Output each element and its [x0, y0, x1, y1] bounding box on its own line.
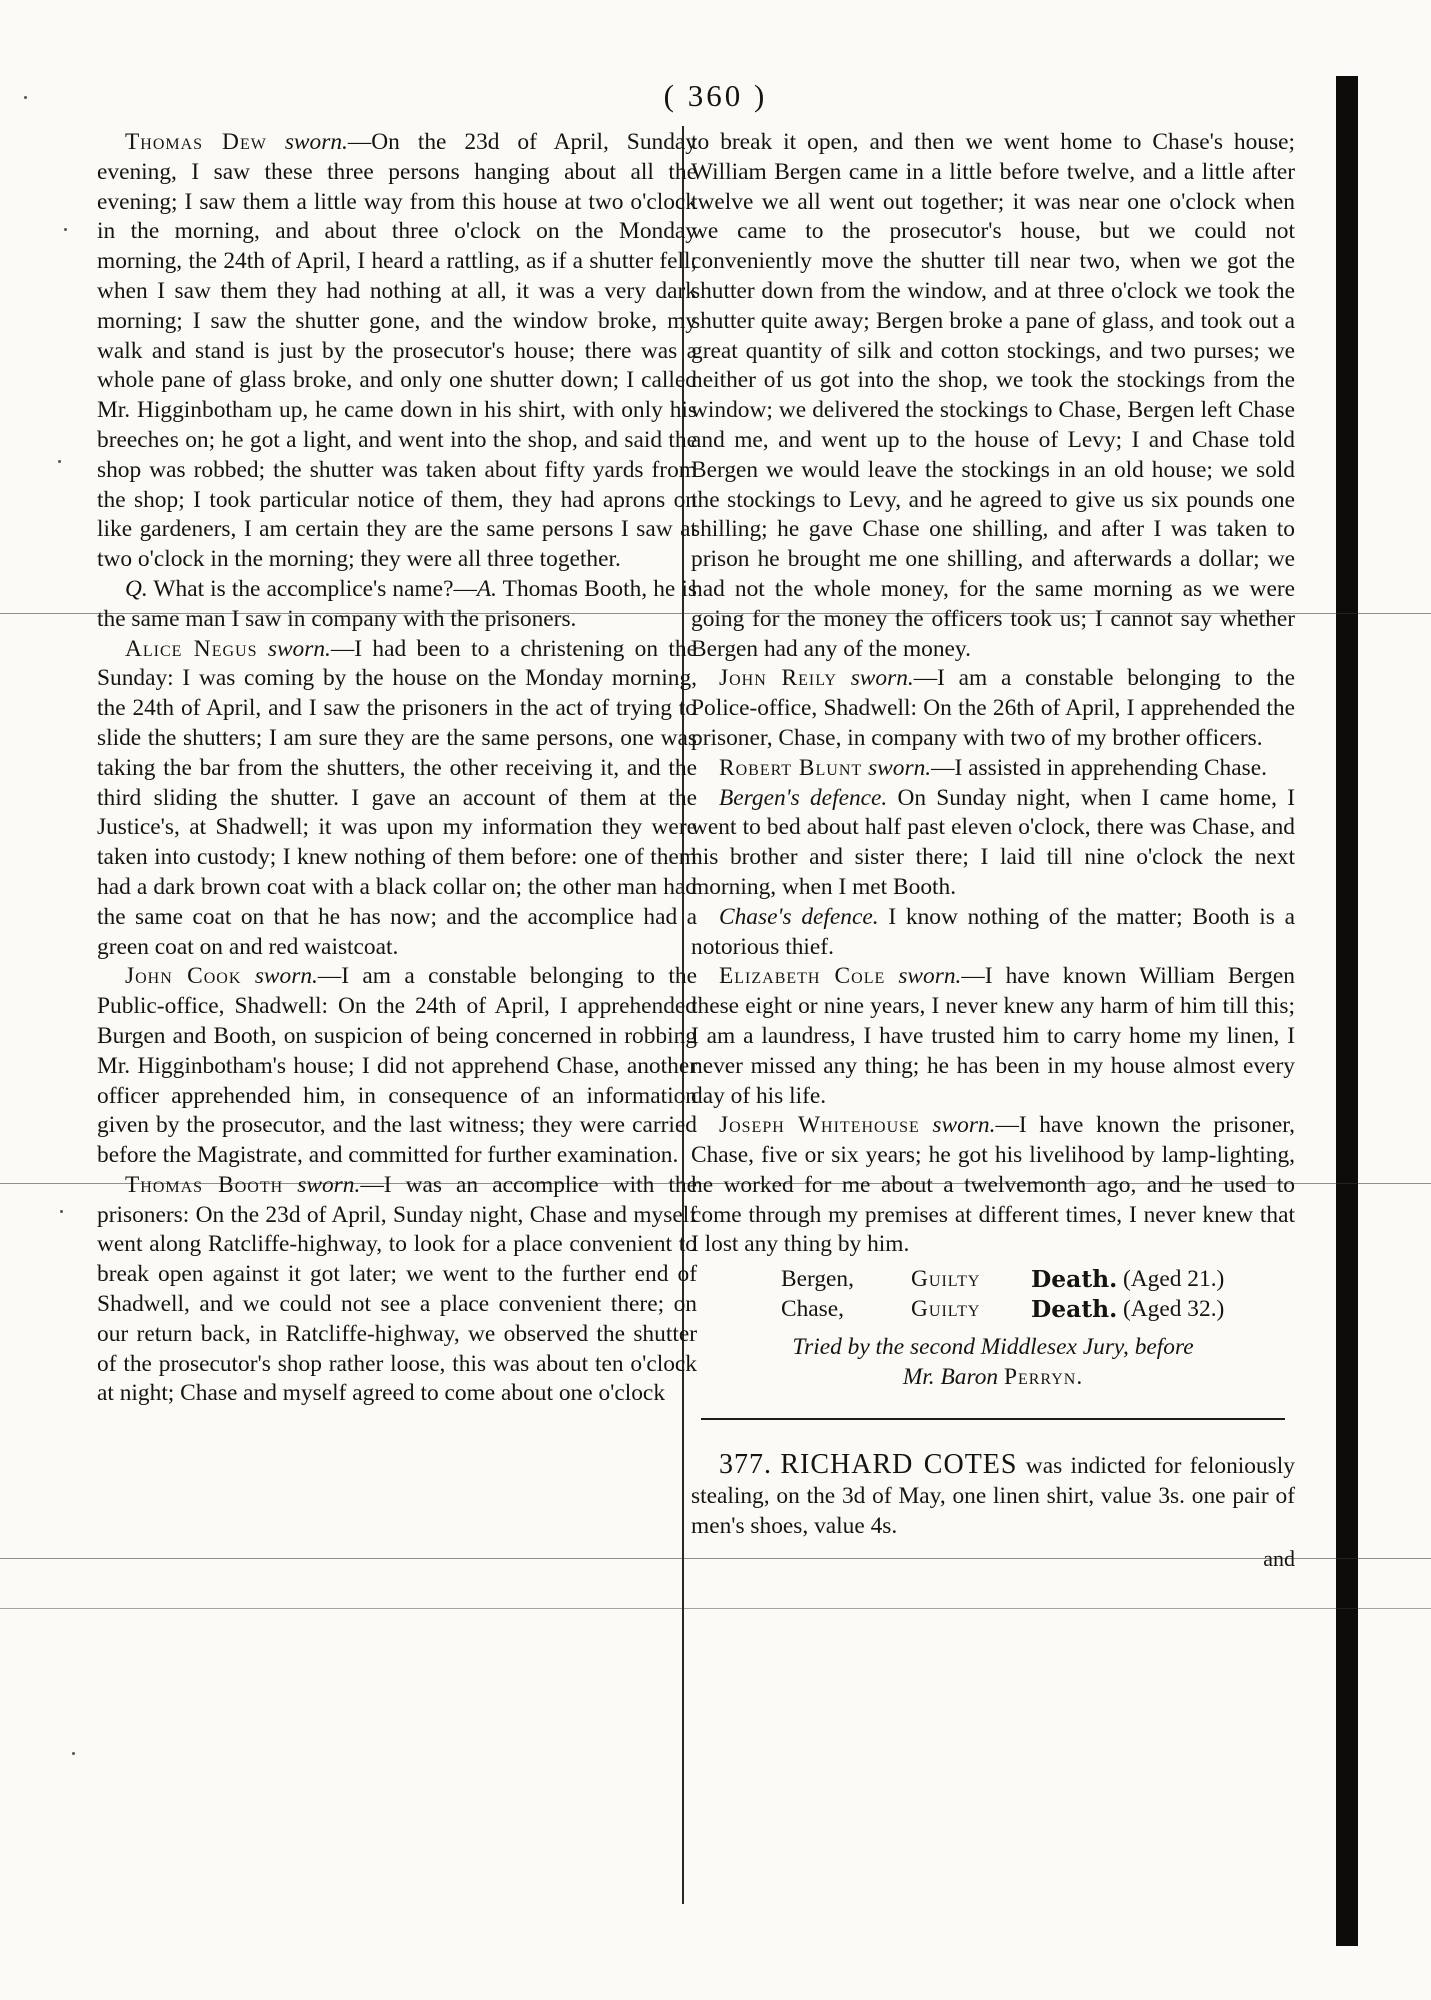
section-divider — [701, 1418, 1285, 1420]
speaker: Alice Negus — [125, 635, 258, 662]
speaker: Robert Blunt — [719, 754, 863, 781]
testimony-booth-continued: to break it open, and then we went home to Chase's house; William Bergen came in a little before twelve, and a little after twelve we all went out together; it was near one o'clock when we came to the prosecutor's house, but we could not conveniently move the shutter till near two, when we got the shutter down from the window, and at three o'clock we took the shutter quite away; Bergen broke a pane of glass, and took out a great quantity of silk and cotton stockings, and two purses; we neither of us got into the shop, we took the stockings from the window; we delivered the stockings to Chase, Bergen left Chase and me, and went up to the house of Levy; I and Chase told Bergen we would leave the stockings in an old house; we sold the stockings to Levy, and he agreed to give us six pounds one shilling; he gave Chase one shilling, and after I was taken to prison he brought me one shilling, and afterwards a dollar; we had not the whole money, for the same morning as we were going for the money the officers took us; I cannot say whether Bergen had any of the money. — [691, 129, 1295, 662]
sworn-tag: sworn. — [284, 129, 348, 155]
defence-text: I know nothing of the matter; Booth is a notorious thief. — [691, 903, 1295, 960]
testimony-cole — [691, 962, 1295, 1111]
testimony-negus — [97, 635, 697, 963]
testimony-text: —I have known William Bergen these eight or nine years, I never knew any harm of him till this; I am a laundress, I have trusted him to carry home my linen, I never missed any thing; he has been in my house almost every day of his life. — [691, 963, 1295, 1109]
testimony-text: —I was an accomplice with the prisoners: On the 23d of April, Sunday night, Chase and myself went along Ratcliffe-highway, to look for a place convenient to break open against it got later; we went to the further end of Shadwell, and we could not see a place convenient there; on our return back, in Ratcliffe-highway, we observed the shutter of the prosecutor's shop rather loose, this was about ten o'clock at night; Chase and myself agreed to come about one o'clock — [97, 1171, 697, 1407]
chase-defence — [691, 903, 1295, 963]
sentence: Death. — [1031, 1265, 1118, 1294]
sworn-tag: sworn. — [932, 1112, 996, 1139]
right-column — [691, 128, 1295, 1573]
sworn-tag: sworn. — [850, 665, 914, 692]
bergen-defence — [691, 784, 1295, 903]
answer-text: Thomas Booth, he is the same man I saw in company with the prisoners. — [97, 575, 697, 632]
sworn-tag: sworn. — [254, 963, 318, 990]
speaker: Elizabeth Cole — [719, 963, 886, 990]
case-377 — [691, 1450, 1295, 1541]
testimony-whitehouse — [691, 1111, 1295, 1260]
question-text: What is the accomplice's name?— — [147, 575, 477, 602]
scan-speck — [64, 228, 67, 231]
speaker: John Cook — [125, 963, 242, 990]
testimony-booth — [97, 1171, 697, 1409]
scan-speck — [60, 1210, 63, 1213]
prisoner-name: Bergen, — [781, 1266, 854, 1293]
speaker: Joseph Whitehouse — [719, 1112, 920, 1139]
testimony-blunt — [691, 754, 1295, 784]
trial-note-line: Tried by the second Middlesex Jury, before — [792, 1334, 1194, 1361]
catchword: and — [1263, 1545, 1295, 1571]
testimony-reily — [691, 664, 1295, 753]
question-answer — [97, 575, 697, 635]
scan-speck — [24, 96, 27, 99]
defence-tag: Chase's defence. — [719, 903, 879, 930]
verdict-block — [691, 1264, 1295, 1324]
answer-mark: A. — [476, 575, 497, 602]
trial-note — [691, 1332, 1295, 1392]
speaker: Thomas Booth — [125, 1171, 284, 1198]
age: (Aged 21.) — [1123, 1266, 1225, 1293]
indictment-text: was indicted for feloniously stealing, on the 3d of May, one linen shirt, value 3s. one pair of men's shoes, value 4s. — [691, 1453, 1295, 1539]
testimony-text: —I have known the prisoner, Chase, five or six years; he got his livelihood by lamp-lighting, he worked for me about a twelvemonth ago, and he used to come through my premises at different times, I never knew that I lost any thing by him. — [691, 1112, 1295, 1258]
verdict-row — [691, 1294, 1295, 1324]
scan-line — [0, 1608, 1431, 1609]
question-mark: Q. — [125, 575, 148, 602]
sworn-tag: sworn. — [267, 635, 331, 662]
judge-name: Perryn. — [1003, 1364, 1084, 1391]
judge-prefix: Mr. Baron — [902, 1364, 1004, 1391]
sworn-tag: sworn. — [297, 1171, 361, 1198]
defence-tag: Bergen's defence. — [719, 784, 888, 811]
page-number: ( 360 ) — [663, 78, 768, 113]
case-number: 377. — [719, 1449, 772, 1481]
speaker: John Reily — [719, 665, 837, 692]
testimony-text: —I assisted in apprehending Chase. — [931, 754, 1267, 781]
sworn-tag: sworn. — [898, 963, 962, 990]
left-column — [97, 128, 697, 1409]
verdict: Guilty — [911, 1296, 981, 1323]
speaker: Thomas Dew — [125, 129, 267, 155]
testimony-text: —I am a constable belonging to the Police-office, Shadwell: On the 26th of April, I apprehended the prisoner, Chase, in company with two of my brother officers. — [691, 665, 1295, 751]
testimony-cook — [97, 962, 697, 1171]
defendant-name: RICHARD COTES — [780, 1449, 1018, 1481]
age: (Aged 32.) — [1123, 1296, 1225, 1323]
defence-text: On Sunday night, when I came home, I went to bed about half past eleven o'clock, there was Chase, and his brother and sister there; I laid till nine o'clock the next morning, when I met Booth. — [691, 784, 1295, 900]
testimony-text: —I am a constable belonging to the Public-office, Shadwell: On the 24th of April, I apprehended Burgen and Booth, on suspicion of being concerned in robbing Mr. Higginbotham's house; I did not apprehend Chase, another officer apprehended him, in consequence of an information given by the prosecutor, and the last witness; they were carried before the Magistrate, and committed for further examination. — [97, 963, 697, 1169]
prisoner-name: Chase, — [781, 1296, 845, 1323]
trial-note-line — [691, 1362, 1295, 1392]
scan-speck — [58, 460, 61, 463]
scan-speck — [72, 1752, 75, 1755]
testimony-text: —I had been to a christening on the Sunday: I was coming by the house on the Monday morning, the 24th of April, and I saw the prisoners in the act of trying to slide the shutters; I am sure they are the same persons, one was taking the bar from the shutters, the other receiving it, and the third sliding the shutter. I gave an account of them at the Justice's, at Shadwell; it was upon my information they were taken into custody; I knew nothing of them before: one of them had a dark brown coat with a black collar on; the other man had the same coat on that he has now; and the accomplice had a green coat on and red waistcoat. — [97, 635, 697, 960]
verdict: Guilty — [911, 1266, 981, 1293]
verdict-row — [691, 1264, 1295, 1294]
sworn-tag: sworn. — [868, 754, 932, 781]
testimony-dew — [97, 128, 697, 575]
binding-edge — [1336, 76, 1358, 1946]
testimony-text: —On the 23d of April, Sunday evening, I saw these three persons hanging about all the evening; I saw them a little way from this house at two o'clock in the morning, and about three o'clock on the Monday morning, the 24th of April, I heard a rattling, as if a shutter fell; when I saw them they had nothing at all, it was a very dark morning; I saw the shutter gone, and the window broke, my walk and stand is just by the prosecutor's house; there was a whole pane of glass broke, and only one shutter down; I called Mr. Higginbotham up, he came down in his shirt, with only his breeches on; he got a light, and went into the shop, and said the shop was robbed; the shutter was taken about fifty yards from the shop; I took particular notice of them, they had aprons on like gardeners, I am certain they are the same persons I saw at two o'clock in the morning; they were all three together. — [97, 129, 697, 573]
sentence: Death. — [1031, 1295, 1118, 1324]
